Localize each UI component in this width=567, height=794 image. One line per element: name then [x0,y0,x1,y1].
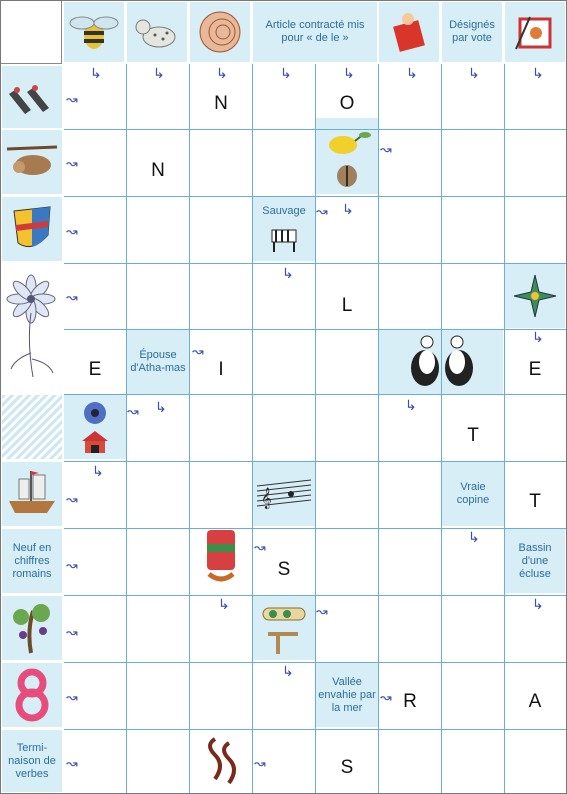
clue-eight [2,663,62,727]
clue-cornflower [2,395,62,459]
sloth-icon [5,139,59,185]
clue-book [379,2,439,62]
corner-cell [0,0,62,64]
clue-bassin [505,529,565,593]
clue-vallee [316,663,378,727]
crossword-board: Article contracté mis pour « de le » Désignés par vote Neuf en chiffres romains Termi-naison de verbes Sauvage Épouse d'Atha-mas Vraie copine 𝄞 Bassin d'une écluse Vallée envahie par la mer ↳ ↳ ↳ ↳ ↳ ↳ ↳ ↳ ↝ ↝ ↝ ↝ ↝ ↝ ↝ ↝ ↝ ↝ ↝ ↳ ↳ ↝ ↳ ↝ ↳ ↳ ↳ ↳ ↳ ↝ ↳ ↝ ↳ ↝ ↝ N O N L E I E T T S R A S [0,0,567,794]
clue-epouse [127,330,189,394]
cell-letter[interactable]: R [403,691,417,712]
clue-designes-text: Désignés par vote [449,19,495,44]
clue-painting [505,2,565,62]
cell-letter[interactable]: O [339,93,355,114]
clue-neuf [2,529,62,593]
clue-galleon [2,462,62,526]
vine-icon [7,601,57,655]
clue-shell [190,2,250,62]
clue-vraie [442,462,504,526]
clue-vraie-text: Vraie copine [456,481,490,506]
clue-terminaison-text: Termi-naison de verbes [8,741,56,780]
cell-letter[interactable]: A [528,691,542,712]
clue-leopard [127,2,187,62]
clue-boats [2,66,62,128]
book-icon [384,9,434,55]
number-eight-icon [12,667,52,723]
clue-bassin-text: Bassin d'une écluse [518,541,552,580]
clue-shield [2,197,62,261]
s-hooks-icon [201,733,241,789]
clue-scroll [253,596,315,660]
svg-text:𝄞: 𝄞 [261,488,272,509]
cell-letter[interactable]: S [277,559,291,580]
galleon-icon [5,469,59,519]
bee-icon [66,9,122,55]
cell-letter[interactable]: N [214,93,228,114]
clue-article [253,2,377,62]
clue-designes [442,2,502,62]
zebra-icon [264,218,304,254]
cell-letter[interactable]: I [218,359,224,380]
clue-compass [505,264,565,328]
cell-letter[interactable]: E [88,359,102,380]
clue-sauvage-text: Sauvage [262,204,306,217]
clue-cylinder [190,519,252,593]
boats-icon [5,74,59,120]
clue-bee [64,2,124,62]
cell-letter[interactable]: N [151,160,165,181]
shield-icon [8,203,56,255]
cell-letter[interactable]: T [529,491,541,512]
leopard-icon [129,9,185,55]
ammonite-icon [192,7,248,57]
scroll-icon [257,600,311,628]
clue-terminaison [2,730,62,792]
flower-icon [5,273,59,383]
painting-tools-icon [510,9,560,55]
clue-hooks [190,730,252,792]
clue-sloth [2,130,62,194]
clue-vallee-text: Vallée envahie par la mer [318,675,376,714]
music-staff-icon [255,474,313,514]
trowel-icon [264,628,304,656]
clue-flower [2,264,62,392]
cowrie-icon [332,163,362,189]
clue-vine [2,596,62,660]
clue-neuf-text: Neuf en chiffres romains [12,541,52,580]
cell-letter[interactable]: T [467,425,479,446]
clue-music [253,462,315,526]
cell-letter[interactable]: S [340,757,354,778]
cell-letter[interactable]: L [341,295,353,316]
doghouse-icon [80,429,110,455]
clue-epouse-text: Épouse d'Atha-mas [130,349,186,374]
clue-sauvage [253,197,315,261]
cylinder-icon [199,526,243,586]
compass-rose-icon [512,273,558,319]
cell-letter[interactable]: E [528,359,542,380]
cornflower-icon [75,399,115,429]
clue-cornflower-house [64,395,126,459]
clue-article-text: Article contracté mis pour « de le » [265,19,365,44]
